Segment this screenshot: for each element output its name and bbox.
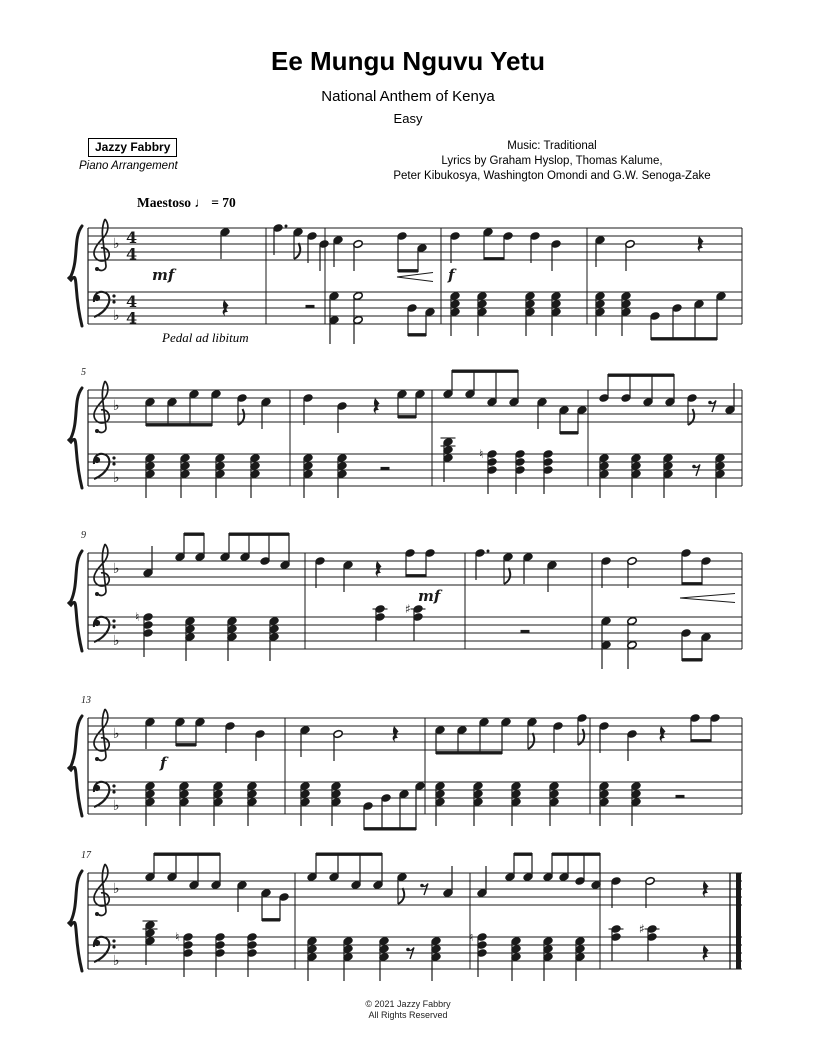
svg-text:♮: ♮ [175, 930, 180, 944]
copyright-line: © 2021 Jazzy Fabbry [365, 999, 451, 1009]
pedal-marking: Pedal ad libitum [162, 330, 249, 345]
grand-staff-brace [69, 716, 82, 816]
svg-text:♮: ♮ [135, 610, 140, 624]
credits-lyrics-1: Lyrics by Graham Hyslop, Thomas Kalume, [441, 155, 663, 167]
key-signature-flat: ♭ [113, 398, 120, 414]
treble-clef-icon [94, 864, 109, 915]
measure-number: 9 [81, 530, 86, 541]
difficulty-label: Easy [393, 111, 423, 126]
final-barline [736, 873, 741, 969]
grand-staff-brace [69, 226, 82, 326]
dynamic-marking-f: f [160, 754, 167, 772]
measure-number: 5 [81, 367, 86, 378]
measure-number: 17 [81, 850, 91, 861]
svg-text:4: 4 [126, 308, 138, 328]
dynamic-marking-f: f [448, 266, 455, 284]
key-signature-flat: ♭ [113, 236, 120, 252]
key-signature-flat: ♭ [113, 726, 120, 742]
dynamic-marking-mf: mf [152, 266, 175, 284]
grand-staff-brace [69, 871, 82, 971]
grand-staff-brace [69, 551, 82, 651]
copyright-footer [0, 999, 816, 1021]
page-subtitle: National Anthem of Kenya [321, 88, 495, 105]
treble-clef-icon [94, 219, 109, 270]
page-title: Ee Mungu Nguvu Yetu [271, 46, 545, 76]
key-signature-flat: ♭ [113, 798, 120, 814]
treble-clef-icon [94, 381, 109, 432]
time-signature-bass: 4 [126, 292, 138, 311]
crescendo-hairpin [680, 598, 735, 603]
grand-staff-system-3 [60, 525, 760, 675]
grand-staff-system-4 [60, 690, 760, 840]
svg-text:♮: ♮ [469, 930, 474, 944]
crescendo-hairpin [397, 277, 433, 282]
key-signature-flat: ♭ [113, 308, 120, 324]
grand-staff-system-2 [60, 362, 760, 512]
svg-text:4: 4 [126, 244, 138, 264]
key-signature-flat: ♭ [113, 470, 120, 486]
treble-clef-icon [94, 709, 109, 760]
tempo-marking: Maestoso ♩ = 70 [137, 195, 236, 210]
key-signature-flat: ♭ [113, 881, 120, 897]
key-signature-flat: ♭ [113, 561, 120, 577]
treble-clef-icon [94, 544, 109, 595]
svg-text:♯: ♯ [405, 602, 411, 616]
credits-music: Music: Traditional [507, 140, 597, 152]
credits-lyrics-2: Peter Kibukosya, Washington Omondi and G.W. Senoga-Zake [393, 170, 711, 182]
grand-staff-brace [69, 388, 82, 488]
svg-text:♯: ♯ [639, 922, 645, 936]
dynamic-marking-mf: mf [418, 587, 441, 605]
key-signature-flat: ♭ [113, 953, 120, 969]
time-signature-treble: 4 [126, 228, 138, 247]
credits-block [362, 139, 742, 184]
svg-text:♮: ♮ [479, 447, 484, 461]
grand-staff-system-5 [60, 845, 760, 995]
rights-line: All Rights Reserved [368, 1010, 448, 1020]
grand-staff-system-1 [60, 200, 760, 350]
arranger-role: Piano Arrangement [79, 160, 178, 172]
key-signature-flat: ♭ [113, 633, 120, 649]
arranger-name-box: Jazzy Fabbry [88, 138, 177, 157]
measure-number: 13 [81, 695, 91, 706]
